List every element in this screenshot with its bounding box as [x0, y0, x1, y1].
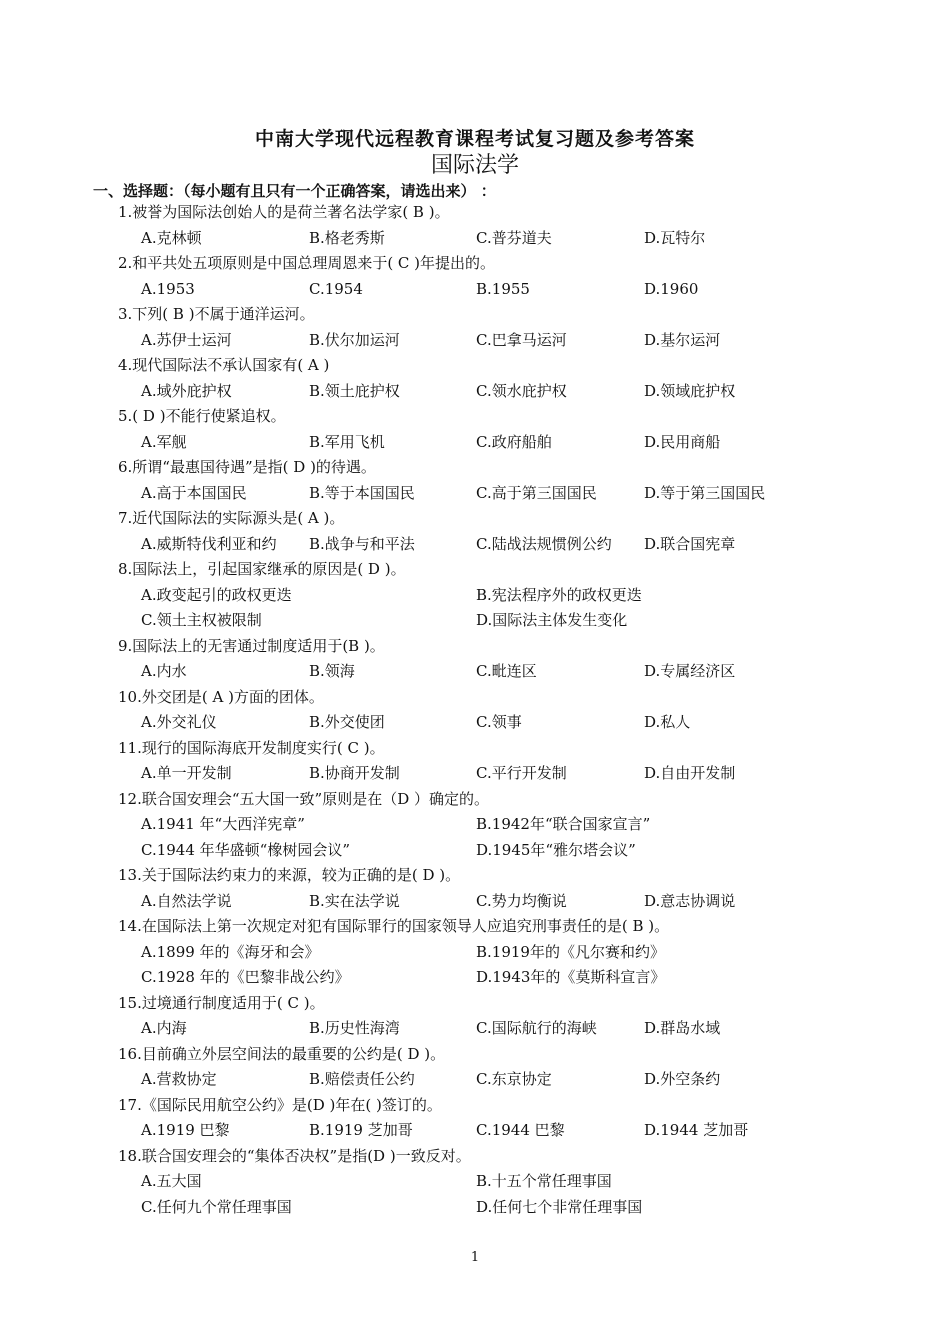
- question-text: 2.和平共处五项原则是中国总理周恩来于( C )年提出的。: [118, 254, 496, 272]
- answer-option: A.五大国: [141, 1172, 202, 1190]
- answer-option: A.1919 巴黎: [141, 1121, 230, 1139]
- answer-option: D.专属经济区: [644, 662, 736, 680]
- answer-option: A.域外庇护权: [141, 381, 232, 400]
- question-text: 17.《国际民用航空公约》是(D )年在( )签订的。: [118, 1095, 442, 1114]
- answer-option: B.等于本国国民: [309, 483, 415, 502]
- question-text: 18.联合国安理会的“集体否决权”是指(D )一致反对。: [118, 1146, 471, 1165]
- question-text: 14.在国际法上第一次规定对犯有国际罪行的国家领导人应追究刑事责任的是( B )。: [118, 917, 670, 935]
- answer-option: A.内海: [141, 1019, 187, 1037]
- answer-option: A.自然法学说: [141, 891, 232, 910]
- answer-option: B.协商开发制: [309, 764, 400, 782]
- answer-option: C.领水庇护权: [476, 381, 567, 400]
- answer-option: C.高于第三国国民: [476, 483, 597, 502]
- answer-option: B.战争与和平法: [309, 534, 415, 553]
- question-text: 16.目前确立外层空间法的最重要的公约是( D )。: [118, 1044, 446, 1063]
- answer-option: D.任何七个非常任理事国: [476, 1197, 643, 1216]
- answer-option: B.1919 芝加哥: [309, 1121, 413, 1139]
- answer-option: B.赔偿责任公约: [309, 1070, 415, 1088]
- answer-option: B.格老秀斯: [309, 228, 385, 247]
- answer-option: C.1944 巴黎: [476, 1121, 565, 1139]
- answer-option: A.威斯特伐利亚和约: [141, 534, 277, 553]
- question-text: 12.联合国安理会“五大国一致”原则是在（D ）确定的。: [118, 789, 489, 808]
- question-text: 10.外交团是( A )方面的团体。: [118, 687, 324, 706]
- answer-option: A.高于本国国民: [141, 483, 247, 502]
- answer-option: C.势力均衡说: [476, 891, 567, 910]
- document-subtitle: 国际法学: [430, 153, 519, 178]
- answer-option: D.1945年“雅尔塔会议”: [476, 840, 636, 859]
- answer-option: B.宪法程序外的政权更迭: [476, 585, 642, 604]
- answer-option: C.1928 年的《巴黎非战公约》: [141, 968, 350, 986]
- answer-option: D.民用商船: [644, 432, 721, 451]
- question-text: 11.现行的国际海底开发制度实行( C )。: [118, 738, 385, 757]
- answer-option: A.1941 年“大西洋宪章”: [141, 815, 305, 833]
- answer-option: A.1953: [141, 279, 195, 298]
- answer-option: D.1943年的《莫斯科宣言》: [476, 968, 666, 986]
- answer-option: B.军用飞机: [309, 432, 385, 451]
- answer-option: D.联合国宪章: [644, 534, 736, 553]
- answer-option: B.实在法学说: [309, 891, 400, 910]
- answer-option: B.十五个常任理事国: [476, 1172, 612, 1190]
- answer-option: C.国际航行的海峡: [476, 1019, 597, 1037]
- answer-option: C.领土主权被限制: [141, 611, 262, 629]
- answer-option: A.内水: [141, 662, 187, 680]
- question-text: 15.过境通行制度适用于( C )。: [118, 993, 325, 1012]
- section-heading: 一、选择题：（每小题有且只有一个正确答案，请选出来） ：: [93, 182, 496, 200]
- answer-option: B.1955: [476, 279, 530, 298]
- answer-option: C.政府船舶: [476, 432, 552, 451]
- answer-option: D.等于第三国国民: [644, 483, 766, 502]
- question-text: 6.所谓“最惠国待遇”是指( D )的待遇。: [118, 458, 376, 476]
- answer-option: B.领海: [309, 662, 355, 680]
- answer-option: C.1944 年华盛顿“橡树园会议”: [141, 840, 350, 859]
- answer-option: C.普芬道夫: [476, 228, 552, 247]
- question-text: 8.国际法上，引起国家继承的原因是( D )。: [118, 560, 406, 578]
- answer-option: A.外交礼仪: [141, 713, 217, 731]
- page-number: 1: [470, 1250, 480, 1265]
- answer-option: D.国际法主体发生变化: [476, 611, 628, 629]
- answer-option: D.瓦特尔: [644, 228, 706, 247]
- question-text: 9.国际法上的无害通过制度适用于(B )。: [118, 636, 385, 655]
- question-text: 3.下列( B )不属于通洋运河。: [118, 305, 315, 323]
- answer-option: C.巴拿马运河: [476, 330, 567, 349]
- document-title: 中南大学现代远程教育课程考试复习题及参考答案: [254, 128, 695, 150]
- answer-option: B.伏尔加运河: [309, 330, 400, 349]
- answer-option: A.军舰: [141, 432, 187, 451]
- answer-option: B.领土庇护权: [309, 381, 400, 400]
- answer-option: A.营救协定: [141, 1070, 217, 1088]
- answer-option: A.苏伊士运河: [141, 330, 232, 349]
- question-text: 4.现代国际法不承认国家有( A ): [118, 356, 330, 374]
- answer-option: B.1919年的《凡尔赛和约》: [476, 942, 665, 961]
- answer-option: D.私人: [644, 713, 691, 731]
- question-text: 5.( D )不能行使紧追权。: [118, 407, 286, 425]
- answer-option: B.1942年“联合国家宣言”: [476, 815, 651, 833]
- answer-option: C.领事: [476, 713, 522, 731]
- answer-option: A.克林顿: [141, 228, 202, 247]
- question-text: 1.被誉为国际法创始人的是荷兰著名法学家( B )。: [118, 203, 450, 221]
- answer-option: C.任何九个常任理事国: [141, 1197, 292, 1216]
- answer-option: C.1954: [309, 279, 363, 298]
- answer-option: D.意志协调说: [644, 891, 736, 910]
- answer-option: A.单一开发制: [141, 764, 232, 782]
- answer-option: A.1899 年的《海牙和会》: [141, 942, 320, 961]
- answer-option: D.群岛水域: [644, 1019, 721, 1037]
- answer-option: B.外交使团: [309, 713, 385, 731]
- question-text: 7.近代国际法的实际源头是( A )。: [118, 509, 345, 527]
- answer-option: D.1960: [644, 279, 699, 298]
- answer-option: C.陆战法规惯例公约: [476, 534, 612, 553]
- answer-option: C.东京协定: [476, 1070, 552, 1088]
- answer-option: B.历史性海湾: [309, 1019, 400, 1037]
- answer-option: C.毗连区: [476, 662, 537, 680]
- answer-option: C.平行开发制: [476, 764, 567, 782]
- question-text: 13.关于国际法约束力的来源，较为正确的是( D )。: [118, 866, 461, 884]
- answer-option: D.外空条约: [644, 1070, 721, 1088]
- answer-option: D.自由开发制: [644, 764, 736, 782]
- answer-option: D.领域庇护权: [644, 381, 736, 400]
- answer-option: D.基尔运河: [644, 330, 721, 349]
- answer-option: D.1944 芝加哥: [644, 1121, 749, 1139]
- answer-option: A.政变起引的政权更迭: [141, 585, 292, 604]
